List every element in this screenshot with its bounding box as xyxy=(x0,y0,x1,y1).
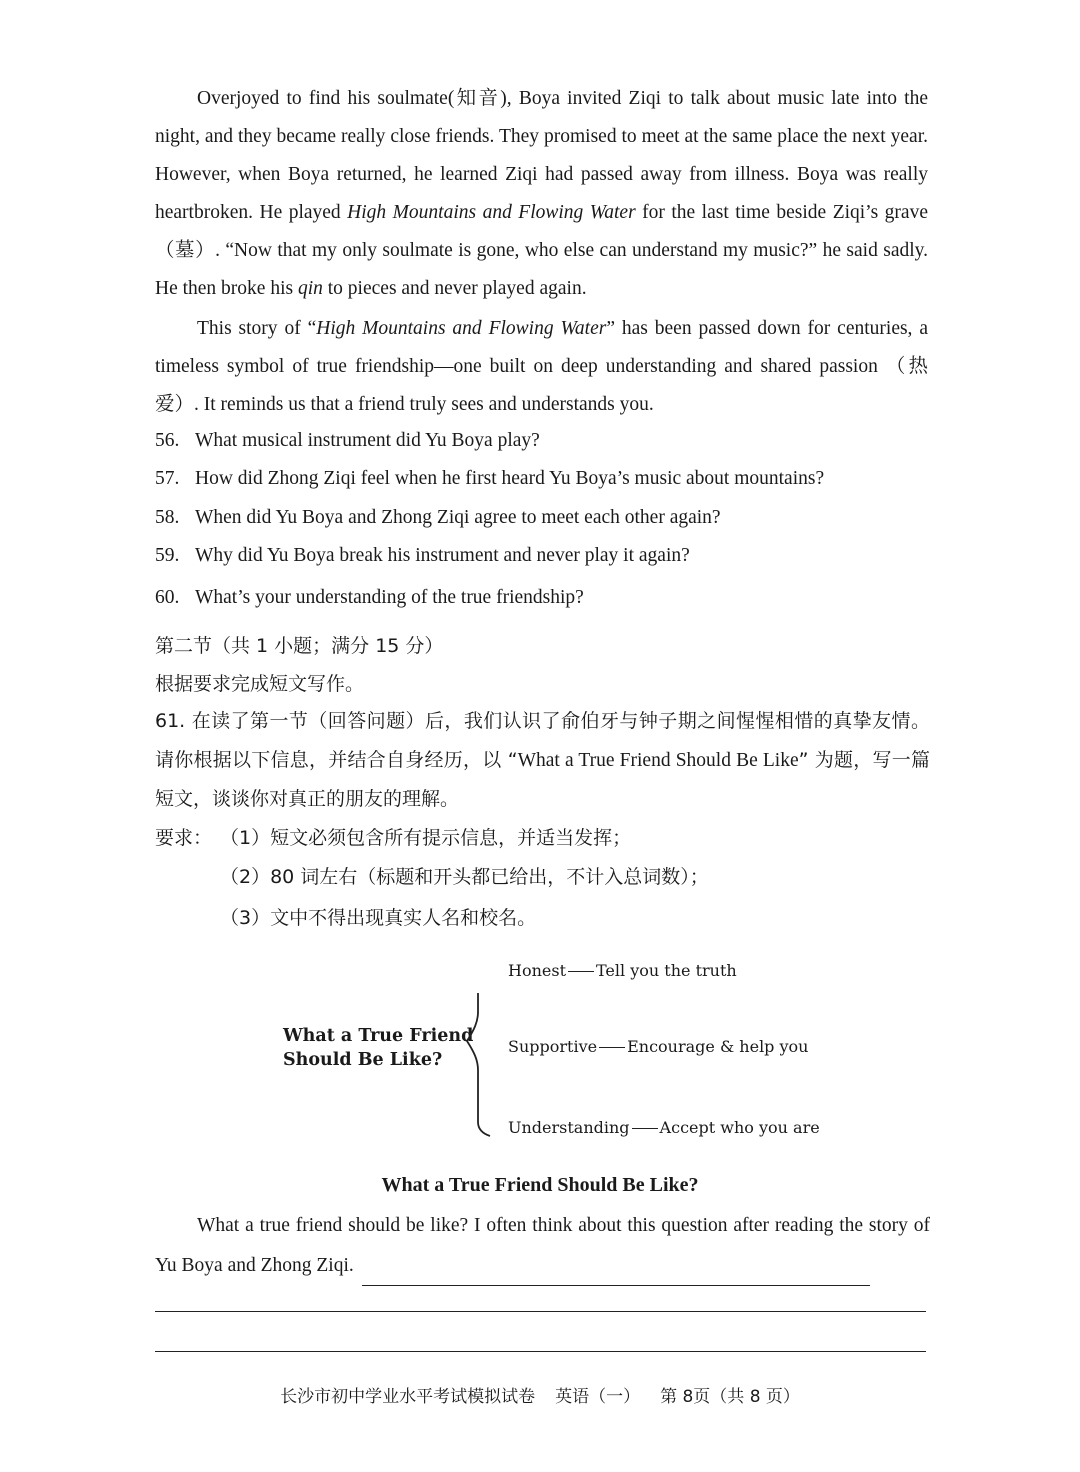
song-title: High Mountains and Flowing Water xyxy=(347,202,636,223)
mindmap-item-supportive: Supportive Encourage & help you xyxy=(508,1037,809,1056)
question-58: 58. When did Yu Boya and Zhong Ziqi agree to meet each other again? xyxy=(155,507,721,528)
question-56: 56. What musical instrument did Yu Boya play? xyxy=(155,430,540,451)
section-instruction: 根据要求完成短文写作。 xyxy=(155,673,365,695)
requirement-2: （2）80 词左右（标题和开头都已给出，不计入总词数）； xyxy=(220,866,709,888)
song-title: High Mountains and Flowing Water xyxy=(316,318,607,339)
mindmap-title: What a True Friend Should Be Like? xyxy=(283,1026,474,1070)
answer-line[interactable] xyxy=(362,1263,870,1286)
passage-paragraph-2: This story of “High Mountains and Flowing Water” has been passed down for centuries, a timeless symbol of true friendship—one built on deep understanding and shared passion （热爱）. It reminds us that a friend truly sees and understands you. xyxy=(155,318,928,415)
task-title: What a True Friend Should Be Like xyxy=(517,750,799,771)
requirement-3: （3）文中不得出现真实人名和校名。 xyxy=(220,907,537,929)
essay-opening: What a true friend should be like? I often think about this question after reading the story of Yu Boya and Zhong Ziqi. xyxy=(155,1206,930,1286)
mindmap-item-understanding: Understanding Accept who you are xyxy=(508,1118,820,1137)
answer-line[interactable] xyxy=(155,1311,926,1312)
instrument-name: qin xyxy=(297,278,323,299)
question-60: 60. What’s your understanding of the true friendship? xyxy=(155,587,584,608)
requirement-1: （1）短文必须包含所有提示信息，并适当发挥； xyxy=(220,827,632,849)
page-footer: 长沙市初中学业水平考试模拟试卷 英语（一） 第 8页（共 8 页） xyxy=(280,1387,800,1407)
mindmap-item-honest: Honest Tell you the truth xyxy=(508,961,737,980)
answer-line[interactable] xyxy=(155,1351,926,1352)
passage-paragraph-1: Overjoyed to find his soulmate(知音), Boya invited Ziqi to talk about music late into the night, and they became really close friends. They promised to meet at the same place the next year. However, when Boya returned, he learned Ziqi had passed away from illness. Boya was really heartbroken. He played High Mountains and Flowing Water for the last time beside Ziqi’s grave（墓）. “Now that my only soulmate is gone, who else can understand my music?” he said sadly. He then broke his qin to pieces and never played again. xyxy=(155,88,928,299)
requirements-label: 要求： xyxy=(155,827,213,849)
essay-title: What a True Friend Should Be Like? xyxy=(381,1174,699,1196)
writing-task: 61. 在读了第一节（回答问题）后，我们认识了俞伯牙与钟子期之间惺惺相惜的真挚友情。请你根据以下信息，并结合自身经历，以 “What a True Friend Should Be Like” 为题，写一篇短文，谈谈你对真正的朋友的理解。 xyxy=(155,710,930,810)
section-heading: 第二节（共 1 小题；满分 15 分） xyxy=(155,635,444,657)
question-57: 57. How did Zhong Ziqi feel when he first heard Yu Boya’s music about mountains? xyxy=(155,468,825,489)
question-59: 59. Why did Yu Boya break his instrument and never play it again? xyxy=(155,545,690,566)
